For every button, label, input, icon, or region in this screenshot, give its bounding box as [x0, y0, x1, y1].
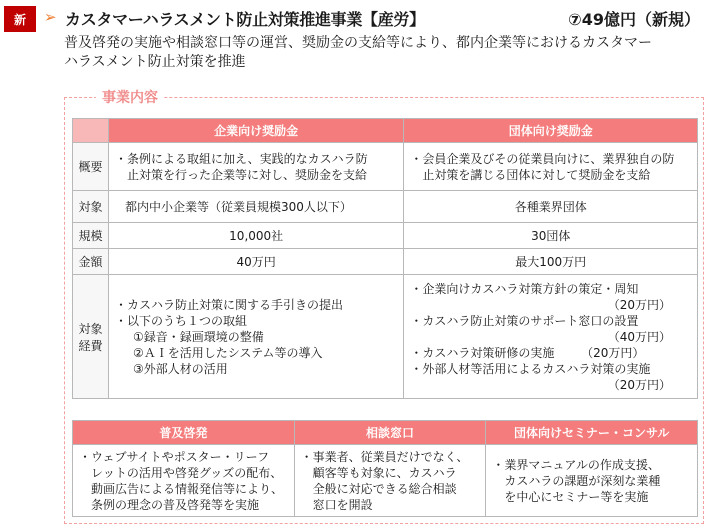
- awareness-line: 条例の理念の普及啓発等を実施: [91, 497, 260, 512]
- seminar-line: カスハラの課題が深刻な業種: [504, 473, 661, 488]
- target-company: 都内中小企業等（従業員規模300人以下）: [108, 191, 403, 223]
- awareness-line: 動画広告による情報発信等により、: [91, 481, 284, 496]
- overview-group-line: ・会員企業及びその従業員向けに、業界独自の防: [410, 151, 675, 166]
- cost-group-amount: （20万円）: [581, 345, 645, 360]
- header-group: 団体向け奨励金: [404, 119, 698, 143]
- cost-group-item: ・企業向けカスハラ対策方針の策定・周知: [410, 281, 639, 296]
- table-row-overview: [73, 143, 698, 191]
- consultation-line: ・事業者、従業員だけでなく、: [300, 449, 469, 464]
- section-label: 事業内容: [96, 87, 164, 107]
- table-row-cost: [73, 275, 698, 399]
- activities-table: [72, 420, 698, 517]
- row-label-scale: 規模: [73, 223, 109, 249]
- header-consultation: 相談窓口: [294, 421, 486, 445]
- target-group: 各種業界団体: [404, 191, 698, 223]
- new-badge: 新: [4, 6, 36, 32]
- row-label-cost: [73, 275, 109, 399]
- cost-company-subitem: ②ＡＩを活用したシステム等の導入: [132, 345, 323, 360]
- table-row-amount: [73, 249, 698, 275]
- amount-company: 40万円: [108, 249, 403, 275]
- description: [64, 34, 704, 72]
- overview-company-line: 止対策を行った企業等に対し、奨励金を支給: [126, 167, 367, 182]
- consultation-line: 顧客等も対象に、カスハラ: [312, 465, 457, 480]
- scale-group: 30団体: [404, 223, 698, 249]
- incentive-table: [72, 118, 698, 399]
- row-label-overview: 概要: [73, 143, 109, 191]
- overview-company-line: ・条例による取組に加え、実践的なカスハラ防: [114, 151, 368, 166]
- consultation-line: 全般に対応できる総合相談: [312, 481, 457, 496]
- consultation-cell: [294, 445, 486, 517]
- header-blank: [73, 119, 109, 143]
- table-row: [73, 445, 698, 517]
- overview-group: [404, 143, 698, 191]
- table-header-row: [73, 421, 698, 445]
- row-label-target: 対象: [73, 191, 109, 223]
- table-row-target: [73, 191, 698, 223]
- cost-company-subitem: ③外部人材の活用: [132, 361, 228, 376]
- description-line-2: ハラスメント防止対策を推進: [64, 54, 246, 70]
- arrow-bullet-icon: ➢: [44, 8, 57, 26]
- seminar-line: を中心にセミナー等を実施: [504, 489, 649, 504]
- scale-company: 10,000社: [108, 223, 403, 249]
- cost-group-item: ・カスハラ対策研修の実施: [410, 345, 555, 360]
- cost-group-item: ・カスハラ防止対策のサポート窓口の設置: [410, 313, 639, 328]
- row-label-cost-line: 対象: [78, 321, 103, 336]
- cost-group-amount: （40万円）: [607, 329, 671, 344]
- overview-company: [108, 143, 403, 191]
- cost-company: [108, 275, 403, 399]
- cost-group-item: ・外部人材等活用によるカスハラ対策の実施: [410, 361, 651, 376]
- table-header-row: [73, 119, 698, 143]
- consultation-line: 窓口を開設: [312, 497, 373, 512]
- table-row-scale: [73, 223, 698, 249]
- amount-group: 最大100万円: [404, 249, 698, 275]
- header-seminar: 団体向けセミナー・コンサル: [486, 421, 698, 445]
- row-label-amount: 金額: [73, 249, 109, 275]
- page-title: カスタマーハラスメント防止対策推進事業【産労】: [65, 10, 425, 29]
- description-line-1: 普及啓発の実施や相談窓口等の運営、奨励金の支給等により、都内企業等におけるカスタマー: [64, 35, 652, 51]
- row-label-cost-line: 経費: [78, 338, 103, 353]
- header-company: 企業向け奨励金: [108, 119, 403, 143]
- seminar-cell: [486, 445, 698, 517]
- awareness-line: レットの活用や啓発グッズの配布、: [91, 465, 283, 480]
- overview-group-line: 止対策を講じる団体に対して奨励金を支給: [422, 167, 651, 182]
- awareness-line: ・ウェブサイトやポスター・リーフ: [79, 449, 270, 464]
- cost-company-item: ・カスハラ防止対策に関する手引きの提出: [114, 297, 343, 312]
- cost-company-subitem: ①録音・録画環境の整備: [132, 329, 264, 344]
- budget-amount: ⑦49億円（新規）: [568, 10, 700, 29]
- cost-group-amount: （20万円）: [607, 297, 671, 312]
- cost-group: [404, 275, 698, 399]
- cost-group-amount: （20万円）: [607, 377, 671, 392]
- cost-company-item: ・以下のうち１つの取組: [114, 313, 247, 328]
- header-awareness: 普及啓発: [73, 421, 295, 445]
- awareness-cell: [73, 445, 295, 517]
- seminar-line: ・業界マニュアルの作成支援、: [492, 457, 660, 472]
